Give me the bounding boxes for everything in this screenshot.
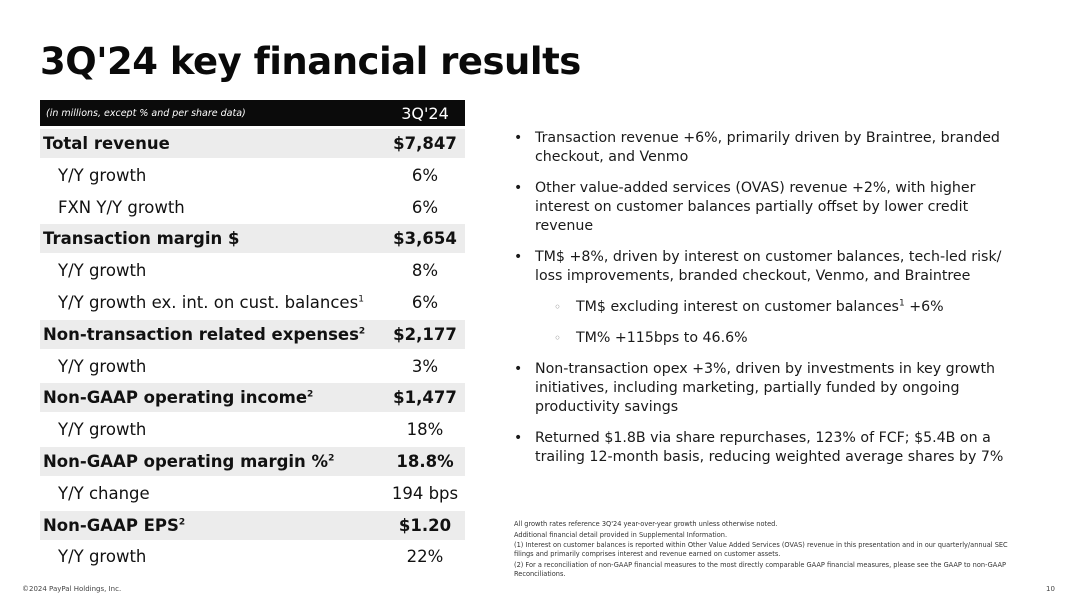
row-label [40,261,146,280]
footnotes [514,520,1014,580]
row-value: 6% [411,292,439,312]
bullet-dot-icon: • [514,430,523,446]
row-label-text: Y/Y growth [58,547,147,567]
financial-results-table [40,100,465,574]
row-label-text: Transaction margin $ [43,229,240,249]
table-row [40,161,465,190]
table-row [40,256,465,285]
bullet-dot-icon: • [514,130,523,146]
row-label-text: Y/Y growth ex. int. on cust. balances [58,292,359,312]
bullet-text: Non-transaction opex +3%, driven by investments in key growth initiatives, including marketing, partially funded by ongoing productivity savings [535,361,996,415]
table-row [40,415,465,444]
row-label-text: Non-GAAP operating income [43,388,308,408]
row-label-text: Non-transaction related expenses [43,324,359,344]
row-label-text: FXN Y/Y growth [58,197,185,217]
footnote-ref: 2 [328,453,335,464]
bullet-dot-icon: • [514,249,523,265]
footnote-ref: 2 [307,389,314,400]
bullet-text: Returned $1.8B via share repurchases, 123% of FCF; $5.4B on a trailing 12-month basis, reducing weighted average shares by 7% [535,430,1004,465]
table-body [40,129,465,571]
row-value: $7,847 [393,134,457,153]
row-label [40,198,185,217]
bullet-dot-icon: • [514,361,523,377]
page-number: 10 [1046,585,1055,593]
bullet-text: TM% +115bps to 46.6% [576,330,748,346]
bullet-item [510,360,1010,417]
row-label [40,388,313,407]
bullet-text-tail: +6% [904,299,944,315]
row-label-text: Non-GAAP EPS [43,515,179,535]
row-label [40,293,364,312]
row-value: $2,177 [393,324,457,344]
row-label [40,325,365,344]
row-value: 6% [411,165,439,185]
row-label-text: Y/Y growth [58,165,147,185]
bullet-text: Transaction revenue +6%, primarily driven by Braintree, branded checkout, and Venmo [535,130,1000,165]
table-row [40,511,465,540]
bullet-item [510,179,1010,236]
table-row [40,352,465,381]
table-row [40,320,465,349]
row-label-text: Y/Y growth [58,261,147,281]
table-row [40,224,465,253]
footnote: (1) Interest on customer balances is reported within Other Value Added Services (OVAS) revenue in this presentation and in our quarterly/annual SEC filings and primarily comprises interest and revenue earned on customer assets. [514,541,1008,558]
row-value: 6% [411,197,439,217]
footnote-ref: 1 [898,298,905,309]
table-row [40,447,465,476]
row-value: 18.8% [396,451,454,471]
sub-bullet-item [510,329,1010,348]
footnote: (2) For a reconciliation of non-GAAP financial measures to the most directly comparable GAAP financial measures, please see the GAAP to non-GAAP Reconciliations. [514,560,1006,578]
bullet-text: Other value-added services (OVAS) revenue +2%, with higher interest on customer balances partially offset by lower credit revenue [535,180,976,234]
row-value: $1,477 [393,388,457,408]
table-row [40,193,465,222]
row-value: 8% [411,261,439,281]
footnote-ref: 1 [358,294,364,305]
page-title: 3Q'24 key financial results [40,40,581,83]
table-row [40,383,465,412]
row-label [40,516,185,535]
row-label-text: Non-GAAP operating margin % [43,451,329,471]
row-value: 3% [411,356,439,376]
commentary-bullets [510,129,1010,479]
footnote-ref: 2 [178,517,186,528]
bullet-dot-icon: ◦ [554,331,562,345]
row-label [40,357,146,376]
row-label [40,484,150,503]
bullet-dot-icon: • [514,180,523,196]
row-label [40,452,334,471]
table-header [40,100,465,126]
table-header-period: 3Q'24 [401,103,449,123]
sub-bullet-item [510,298,1010,317]
bullet-text: TM$ excluding interest on customer balances [576,299,899,315]
table-header-note: (in millions, except % and per share data) [46,107,246,119]
row-value: $1.20 [398,515,452,535]
row-label [40,420,146,439]
row-value: 18% [406,420,444,440]
row-value: 22% [406,547,444,567]
row-label-text: Total revenue [43,134,170,153]
row-label-text: Y/Y change [58,483,150,503]
table-row [40,542,465,571]
row-label [40,166,146,185]
copyright: ©2024 PayPal Holdings, Inc. [22,585,122,593]
row-label [40,547,146,566]
footnote: Additional financial detail provided in Supplemental Information. [514,530,728,539]
row-label [40,134,170,153]
table-row [40,288,465,317]
footnote: All growth rates reference 3Q'24 year-over-year growth unless otherwise noted. [514,520,778,528]
bullet-dot-icon: ◦ [554,300,562,314]
row-value: 194 bps [391,483,459,503]
bullet-text: TM$ +8%, driven by interest on customer balances, tech-led risk/ loss improvements, branded checkout, Venmo, and Braintree [535,249,1002,284]
footnote-ref: 2 [358,326,366,337]
table-row [40,129,465,158]
row-label-text: Y/Y growth [58,356,147,376]
bullet-item [510,248,1010,286]
table-row [40,479,465,508]
row-value: $3,654 [393,229,457,249]
row-label-text: Y/Y growth [58,420,147,440]
row-label [40,229,239,248]
bullet-item [510,129,1010,167]
bullet-item [510,429,1010,467]
